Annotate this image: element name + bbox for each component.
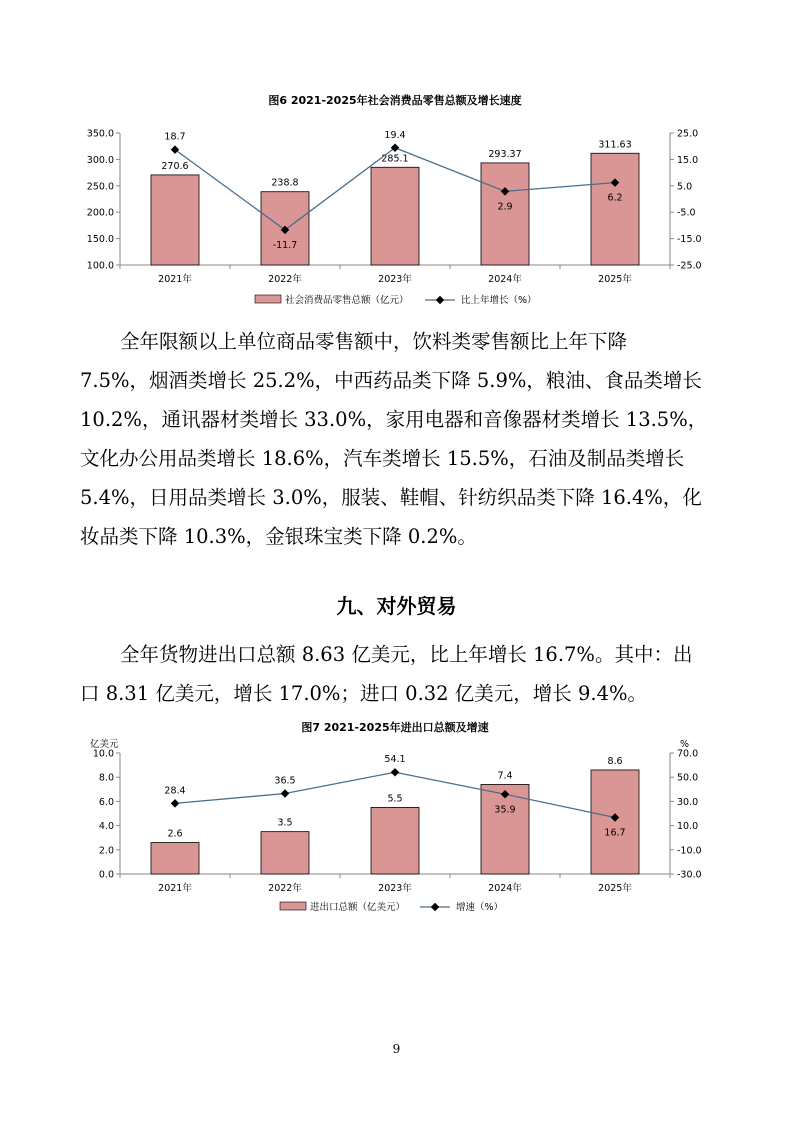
- y-tick-label-left: 250.0: [86, 181, 114, 193]
- legend-bar-swatch: [280, 902, 306, 910]
- y-tick-label-right: 30.0: [677, 796, 699, 808]
- y-tick-label-right: -25.0: [677, 260, 702, 272]
- bar-data-label: 8.6: [607, 755, 623, 767]
- legend-line-marker: [436, 296, 444, 304]
- paragraph-line: 7.5%，烟酒类增长 25.2%，中西药品类下降 5.9%，粮油、食品类增长: [80, 369, 702, 392]
- legend-label-line: 比上年增长（%）: [461, 295, 537, 306]
- line-data-label: 16.7: [604, 827, 626, 839]
- legend-line-marker: [431, 903, 439, 911]
- bar-data-label: 238.8: [271, 177, 299, 189]
- y-tick-label-right: -30.0: [677, 869, 702, 881]
- y-tick-label-left: 4.0: [98, 821, 114, 833]
- y-tick-label-left: 0.0: [98, 869, 114, 881]
- bar: [261, 832, 309, 874]
- x-tick-label: 2025年: [598, 274, 632, 285]
- y-tick-label-right: -5.0: [677, 207, 696, 219]
- paragraph-line: 文化办公用品类增长 18.6%，汽车类增长 15.5%，石油及制品类增长: [80, 447, 685, 470]
- y-tick-label-left: 100.0: [86, 260, 114, 272]
- page-number: 9: [392, 1042, 401, 1056]
- paragraph-retail-categories: [80, 322, 720, 556]
- paragraph-trade: [80, 635, 720, 713]
- chart-title: 图6 2021-2025年社会消费品零售总额及增长速度: [268, 94, 522, 107]
- legend-bar-swatch: [255, 295, 281, 303]
- chart-import-export: [0, 710, 793, 1030]
- line-data-label: 19.4: [384, 129, 406, 141]
- bar-data-label: 293.37: [488, 148, 522, 160]
- y-tick-label-left: 200.0: [86, 207, 114, 219]
- x-tick-label: 2024年: [488, 883, 522, 894]
- line-marker: [391, 768, 399, 776]
- line-marker: [171, 799, 179, 807]
- paragraph-line: 全年货物进出口总额 8.63 亿美元，比上年增长 16.7%。其中：出: [120, 643, 693, 666]
- x-tick-label: 2021年: [158, 883, 192, 894]
- line-data-label: 35.9: [494, 804, 516, 816]
- x-tick-label: 2025年: [598, 883, 632, 894]
- x-tick-label: 2022年: [268, 274, 302, 285]
- y-tick-label-right: 15.0: [677, 154, 699, 166]
- paragraph-line: 口 8.31 亿美元，增长 17.0%；进口 0.32 亿美元，增长 9.4%。: [80, 682, 648, 705]
- bar: [151, 175, 199, 265]
- line-data-label: 28.4: [164, 785, 186, 797]
- y-tick-label-right: -15.0: [677, 234, 702, 246]
- paragraph-line: 10.2%，通讯器材类增长 33.0%，家用电器和音像器材类增长 13.5%，: [80, 408, 708, 431]
- bar-data-label: 7.4: [497, 770, 513, 782]
- bar: [151, 843, 199, 874]
- x-tick-label: 2023年: [378, 274, 412, 285]
- section-heading: 九、对外贸易: [336, 594, 457, 618]
- bar-data-label: 311.63: [598, 139, 632, 151]
- line-data-label: -11.7: [272, 239, 298, 251]
- paragraph-line: 妆品类下降 10.3%，金银珠宝类下降 0.2%。: [80, 525, 477, 548]
- legend-label-bar: 社会消费品零售总额（亿元）: [285, 295, 409, 306]
- x-tick-label: 2022年: [268, 883, 302, 894]
- y-tick-label-left: 6.0: [98, 796, 114, 808]
- bar: [591, 770, 639, 874]
- paragraph-line: 全年限额以上单位商品零售额中，饮料类零售额比上年下降: [120, 330, 628, 353]
- y-tick-label-right: 5.0: [677, 181, 693, 193]
- y-tick-label-right: 10.0: [677, 821, 699, 833]
- y-tick-label-left: 350.0: [86, 128, 114, 140]
- bar-data-label: 270.6: [161, 160, 189, 172]
- x-tick-label: 2021年: [158, 274, 192, 285]
- y-axis-label-right: %: [680, 739, 690, 750]
- bar: [371, 807, 419, 874]
- line-data-label: 6.2: [607, 192, 623, 204]
- y-tick-label-left: 2.0: [98, 845, 114, 857]
- bar-data-label: 5.5: [387, 793, 403, 805]
- bar-data-label: 285.1: [381, 153, 409, 165]
- bar: [371, 167, 419, 265]
- x-tick-label: 2023年: [378, 883, 412, 894]
- y-tick-label-left: 8.0: [98, 772, 114, 784]
- bar-data-label: 2.6: [167, 828, 183, 840]
- x-tick-label: 2024年: [488, 274, 522, 285]
- y-tick-label-right: 50.0: [677, 772, 699, 784]
- line-data-label: 18.7: [164, 131, 186, 143]
- paragraph-line: 5.4%，日用品类增长 3.0%，服装、鞋帽、针纺织品类下降 16.4%，化: [80, 486, 702, 509]
- bar: [591, 153, 639, 265]
- line-marker: [281, 789, 289, 797]
- y-tick-label-left: 10.0: [92, 748, 114, 760]
- line-data-label: 54.1: [384, 754, 406, 766]
- line-data-label: 36.5: [274, 775, 296, 787]
- chart-title: 图7 2021-2025年进出口总额及增速: [301, 721, 489, 734]
- chart-retail-sales: [0, 0, 793, 320]
- y-tick-label-right: 25.0: [677, 128, 699, 140]
- y-axis-label-left: 亿美元: [90, 739, 119, 750]
- legend-label-line: 增速（%）: [456, 902, 504, 913]
- legend-label-bar: 进出口总额（亿美元）: [310, 902, 406, 913]
- y-tick-label-right: 70.0: [677, 748, 699, 760]
- bar: [481, 163, 529, 265]
- line-data-label: 2.9: [497, 201, 513, 213]
- y-tick-label-left: 300.0: [86, 154, 114, 166]
- bar-data-label: 3.5: [277, 817, 293, 829]
- y-tick-label-left: 150.0: [86, 234, 114, 246]
- y-tick-label-right: -10.0: [677, 845, 702, 857]
